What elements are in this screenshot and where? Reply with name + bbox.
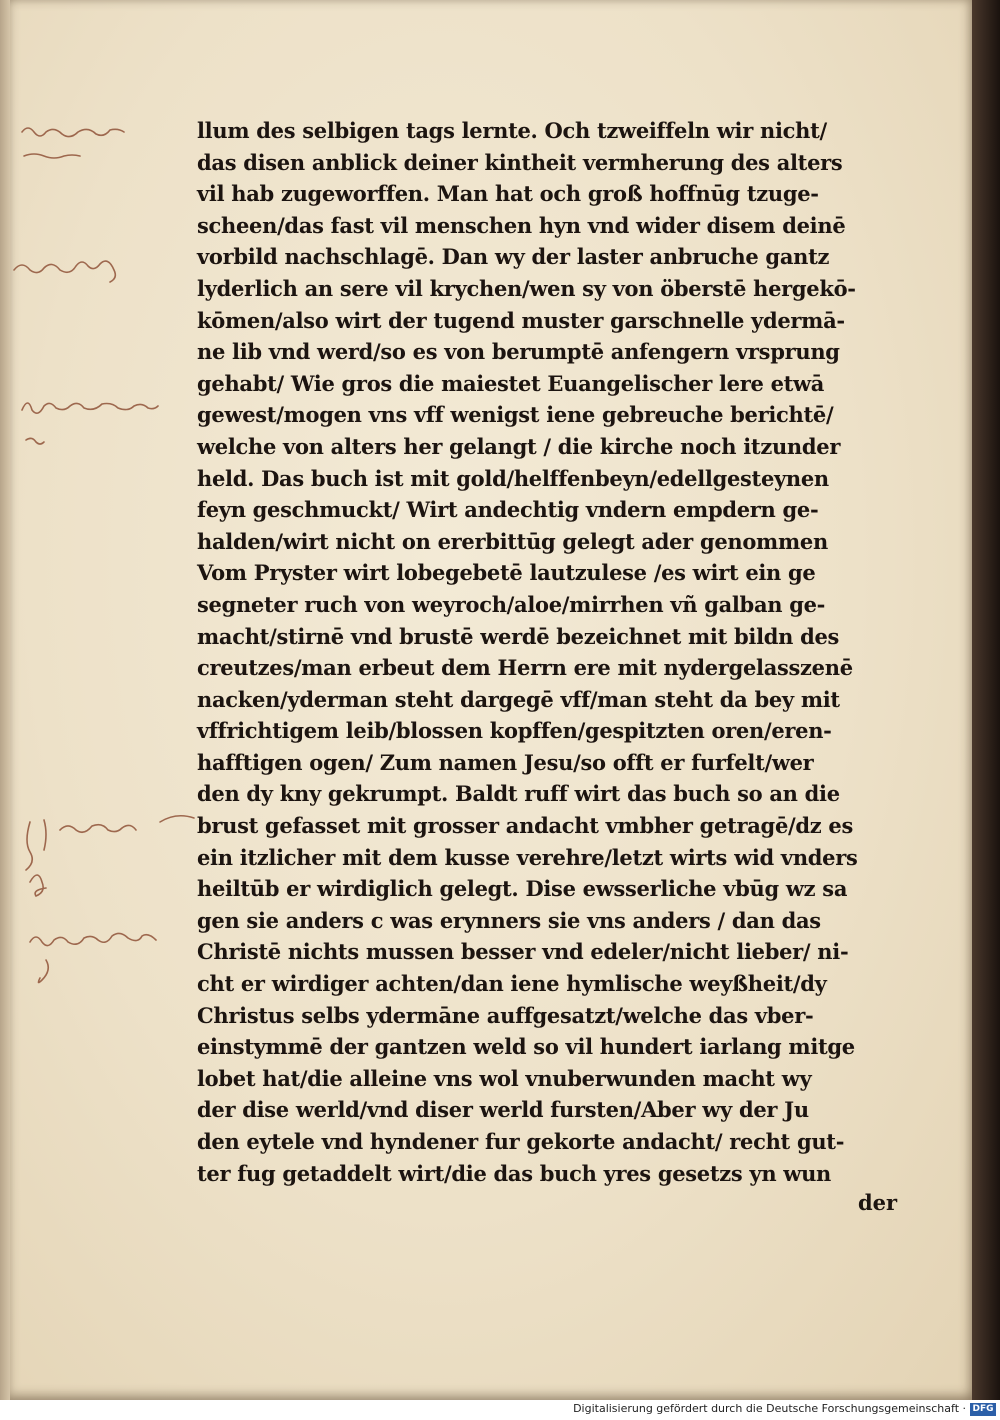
text-line: macht/stirnē vnd brustē werdē bezeichnet mit bildn des bbox=[197, 623, 840, 649]
text-line: ein itzlicher mit dem kusse verehre/letzt wirts wid vnders bbox=[197, 844, 858, 870]
text-line: feyn geschmuckt/ Wirt andechtig vndern empdern ge- bbox=[197, 497, 819, 523]
text-line: scheen/das fast vil menschen hyn vnd wider disem deinē bbox=[197, 212, 846, 238]
text-line: held. Das buch ist mit gold/helffenbeyn/edellgesteynen bbox=[197, 465, 829, 491]
text-line: Christē nichts mussen besser vnd edeler/nicht lieber/ ni- bbox=[197, 939, 849, 965]
text-line: welche von alters her gelangt / die kirche noch itzunder bbox=[197, 433, 841, 459]
text-line: brust gefasset mit grosser andacht vmbher getragē/dz es bbox=[197, 813, 853, 839]
text-line: das disen anblick deiner kintheit vermherung des alters bbox=[197, 149, 843, 175]
text-line: lobet hat/die alleine vns wol vnuberwunden macht wy bbox=[197, 1065, 812, 1091]
marginal-annotations bbox=[0, 0, 200, 1000]
dfg-logo-icon: DFG bbox=[970, 1403, 996, 1416]
text-line: den dy kny gekrumpt. Baldt ruff wirt das buch so an die bbox=[197, 781, 840, 807]
text-line: hafftigen ogen/ Zum namen Jesu/so offt er furfelt/wer bbox=[197, 749, 814, 775]
text-line: cht er wirdiger achten/dan iene hymlische weyßheit/dy bbox=[197, 971, 827, 997]
funding-notice: Digitalisierung gefördert durch die Deutsche Forschungsgemeinschaft · bbox=[573, 1402, 966, 1415]
text-line: einstymmē der gantzen weld so vil hundert iarlang mitge bbox=[197, 1034, 855, 1060]
text-line: segneter ruch von weyroch/aloe/mirrhen vñ galban ge- bbox=[197, 591, 826, 617]
text-line: ter fug getaddelt wirt/die das buch yres gesetzs yn wun bbox=[197, 1160, 832, 1186]
text-line: nacken/yderman steht dargegē vff/man steht da bey mit bbox=[197, 686, 840, 712]
text-line: vorbild nachschlagē. Dan wy der laster anbruche gantz bbox=[197, 244, 830, 270]
text-line: vffrichtigem leib/blossen kopffen/gespitzten oren/eren- bbox=[197, 718, 832, 744]
text-line: Vom Pryster wirt lobegebetē lautzulese /es wirt ein ge bbox=[197, 560, 816, 586]
footer-bar bbox=[0, 1400, 1000, 1420]
text-line: kōmen/also wirt der tugend muster garschnelle ydermā- bbox=[197, 307, 845, 333]
text-line: creutzes/man erbeut dem Herrn ere mit nydergelasszenē bbox=[197, 655, 853, 681]
text-line: gewest/mogen vns vff wenigst iene gebreuche berichtē/ bbox=[197, 402, 834, 428]
text-line: halden/wirt nicht on ererbittūg gelegt ader genommen bbox=[197, 528, 828, 554]
text-line: gehabt/ Wie gros die maiestet Euangelischer lere etwā bbox=[197, 370, 825, 396]
text-line: der dise werld/vnd diser werld fursten/Aber wy der Ju bbox=[197, 1097, 809, 1123]
printed-text-block bbox=[197, 115, 917, 1189]
text-line: heiltūb er wirdiglich gelegt. Dise ewsserliche vbūg wz sa bbox=[197, 876, 848, 902]
text-line: gen sie anders c was erynners sie vns anders / dan das bbox=[197, 907, 821, 933]
text-line: den eytele vnd hyndener fur gekorte andacht/ recht gut- bbox=[197, 1129, 845, 1154]
text-line: llum des selbigen tags lernte. Och tzweiffeln wir nicht/ bbox=[197, 118, 827, 143]
text-line: Christus selbs ydermāne auffgesatzt/welche das vber- bbox=[197, 1002, 814, 1028]
text-line: ne lib vnd werd/so es von berumptē anfengern vrsprung bbox=[197, 339, 840, 365]
page-shadow-edge bbox=[972, 0, 1000, 1400]
text-line: vil hab zugeworffen. Man hat och groß hoffnūg tzuge- bbox=[197, 181, 819, 207]
catchword: der bbox=[858, 1190, 898, 1215]
text-line: lyderlich an sere vil krychen/wen sy von öberstē hergekō- bbox=[197, 275, 856, 301]
